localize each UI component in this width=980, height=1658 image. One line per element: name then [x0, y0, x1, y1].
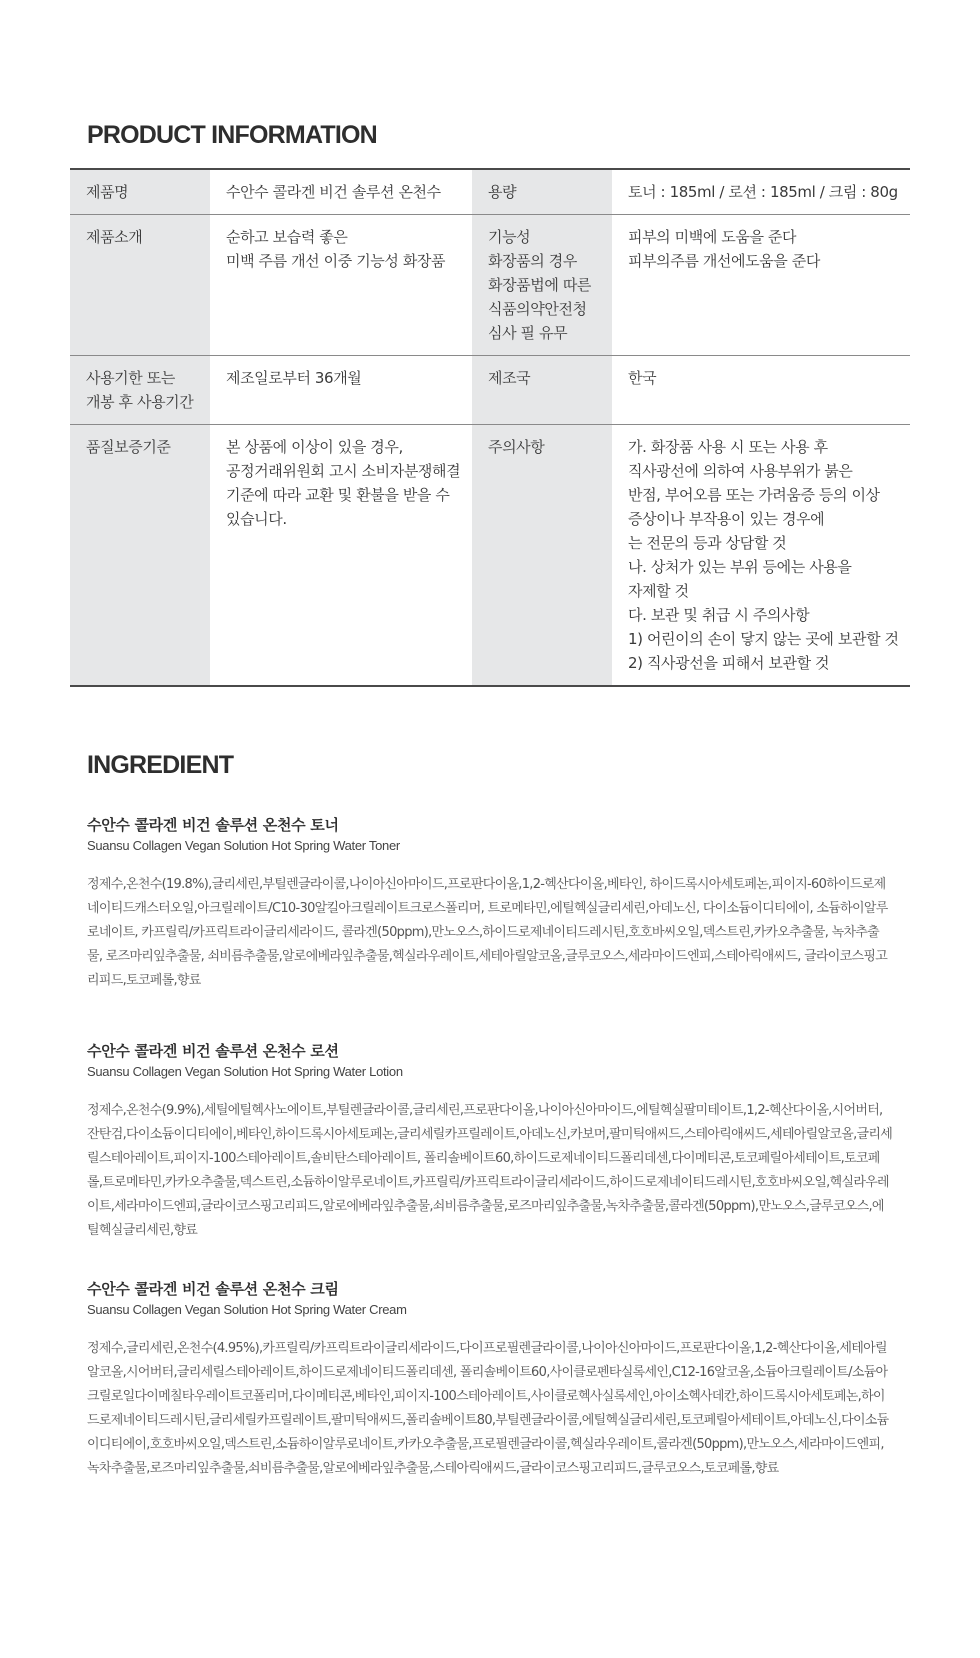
info-label-line: 품질보증기준 — [86, 438, 171, 456]
info-label — [472, 215, 612, 356]
info-value — [210, 169, 472, 215]
info-value-line: 직사광선에 의하여 사용부위가 붉은 — [628, 462, 853, 480]
cream-name-ko: 수안수 콜라겐 비건 솔루션 온천수 크림 — [87, 1280, 339, 1298]
info-value-line: 본 상품에 이상이 있을 경우, — [226, 438, 403, 456]
info-value — [612, 215, 910, 356]
info-label — [472, 425, 612, 687]
product-information-title: PRODUCT INFORMATION — [87, 121, 377, 149]
info-label-line: 주의사항 — [488, 438, 545, 456]
info-label-line: 제조국 — [488, 369, 531, 387]
info-value-line: 나. 상처가 있는 부위 등에는 사용을 — [628, 558, 852, 576]
info-label — [472, 169, 612, 215]
info-value-line: 공정거래위원회 고시 소비자분쟁해결 — [226, 462, 461, 480]
info-value-line: 다. 보관 및 취급 시 주의사항 — [628, 606, 810, 624]
toner-name-en: Suansu Collagen Vegan Solution Hot Spring Water Toner — [87, 838, 400, 853]
cream-ingredient-list: 정제수,글리세린,온천수(4.95%),카프릴릭/카프릭트라이글리세라이드,다이프로필렌글라이콜,나이아신아마이드,프로판다이올,1,2-헥산다이올,세테아릴알코올,시어버터,글리세릴스테아레이트,하이드로제네이티드폴리데센, 폴리솔베이트60,사이클로펜타실록세인,C12-16알코올,소듐아크릴레이트/소듐아크릴로일다이메칠타우레이트코폴리머,다이메티콘,베타인,피이지-100스테아레이트,사이클로헥사실록세인,아이소헥사데칸,하이드록시아세토페논,하이드로제네이티드레시틴,글리세릴카프릴레이트,팔미틱애씨드,폴리솔베이트80,부틸렌글라이콜,에틸헥실글리세린,토코페릴아세테이트,아데노신,다이소듐이디티에이,호호바씨오일,덱스트린,소듐하이알루로네이트,카카오추출물,프로필렌글라이콜,헥실라우레이트,콜라겐(50ppm),만노오스,세라마이드엔피,녹차추출물,로즈마리잎추출물,쇠비름추출물,알로에베라잎추출물,스테아릭애씨드,글라이코스핑고리피드,글루코오스,토코페롤,향료 — [87, 1341, 889, 1476]
toner-ingredient-list: 정제수,온천수(19.8%),글리세린,부틸렌글라이콜,나이아신아마이드,프로판다이올,1,2-헥산다이올,베타인, 하이드록시아세토페논,피이지-60하이드로제네이티드캐스터오일,아크릴레이트/C10-30알킬아크릴레이트크로스폴리머, 트로메타민,에틸헥실글리세린,아데노신, 다이소듐이디티에이, 소듐하이알루로네이트, 카프릴릭/카프릭트라이글리세라이드, 콜라겐(50ppm),만노오스,하이드로제네이티드레시틴,호호바씨오일,덱스트린,카카오추출물, 녹차추출물, 로즈마리잎추출물, 쇠비름추출물,알로에베라잎추출물,헥실라우레이트,세테아릴알코올,글루코오스,세라마이드엔피,스테아릭애씨드, 글라이코스핑고리피드,토코페롤,향료 — [87, 877, 888, 988]
info-label-line: 화장품법에 따른 — [488, 276, 591, 294]
ingredient-title: INGREDIENT — [87, 751, 234, 779]
info-label-line: 기능성 — [488, 228, 531, 246]
cream-ingredients — [87, 1278, 893, 1481]
info-value-line: 1) 어린이의 손이 닿지 않는 곳에 보관할 것 — [628, 630, 899, 648]
info-value — [210, 215, 472, 356]
info-label-line: 개봉 후 사용기간 — [86, 393, 194, 411]
info-label-line: 용량 — [488, 183, 517, 201]
info-label — [70, 215, 210, 356]
info-label-line: 제품명 — [86, 183, 129, 201]
info-value-line: 미백 주름 개선 이중 기능성 화장품 — [226, 252, 446, 270]
info-value-line: 는 전문의 등과 상담할 것 — [628, 534, 787, 552]
info-value-line: 순하고 보습력 좋은 — [226, 228, 348, 246]
info-value-line: 수안수 콜라겐 비건 솔루션 온천수 — [226, 183, 441, 201]
info-label-line: 사용기한 또는 — [86, 369, 175, 387]
info-row — [70, 356, 910, 425]
info-label — [70, 169, 210, 215]
product-information-table — [70, 168, 910, 687]
info-row — [70, 169, 910, 215]
info-value-line: 피부의 미백에 도움을 준다 — [628, 228, 797, 246]
toner-ingredients — [87, 814, 893, 993]
info-label-line: 심사 필 유무 — [488, 324, 568, 342]
lotion-name-en: Suansu Collagen Vegan Solution Hot Spring Water Lotion — [87, 1064, 403, 1079]
info-value-line: 증상이나 부작용이 있는 경우에 — [628, 510, 825, 528]
lotion-name-ko: 수안수 콜라겐 비건 솔루션 온천수 로션 — [87, 1042, 339, 1060]
info-label-line: 제품소개 — [86, 228, 143, 246]
info-value-line: 반점, 부어오름 또는 가려움증 등의 이상 — [628, 486, 880, 504]
info-value-line: 자제할 것 — [628, 582, 689, 600]
toner-name-ko: 수안수 콜라겐 비건 솔루션 온천수 토너 — [87, 816, 339, 834]
info-value — [210, 425, 472, 687]
info-label-line: 식품의약안전청 — [488, 300, 587, 318]
info-value-line: 기준에 따라 교환 및 환불을 받을 수 — [226, 486, 450, 504]
info-label-line: 화장품의 경우 — [488, 252, 577, 270]
cream-name-en: Suansu Collagen Vegan Solution Hot Spring Water Cream — [87, 1302, 407, 1317]
info-value-line: 토너 : 185ml / 로션 : 185ml / 크림 : 80g — [628, 183, 898, 201]
lotion-ingredient-list: 정제수,온천수(9.9%),세틸에틸헥사노에이트,부틸렌글라이콜,글리세린,프로판다이올,나이아신아마이드,에틸헥실팔미테이트,1,2-헥산다이올,시어버터,잔탄검,다이소듐이디티에이,베타인,하이드록시아세토페논,글리세릴카프릴레이트,아데노신,카보머,팔미틱애씨드,스테아릭애씨드,세테아릴알코올,글리세릴스테아레이트,피이지-100스테아레이트,솔비탄스테아레이트, 폴리솔베이트60,하이드로제네이티드폴리데센,다이메티콘,토코페릴아세테이트,토코페롤,트로메타민,카카오추출물,덱스트린,소듐하이알루로네이트,카프릴릭/카프릭트라이글리세라이드,하이드로제네이티드레시틴,호호바씨오일,헥실라우레이트,세라마이드엔피,글라이코스핑고리피드,알로에베라잎추출물,쇠비름추출물,로즈마리잎추출물,녹차추출물,콜라겐(50ppm),만노오스,글루코오스,에틸헥실글리세린,향료 — [87, 1103, 893, 1238]
info-row — [70, 425, 910, 687]
info-label — [70, 356, 210, 425]
info-label — [70, 425, 210, 687]
info-value — [612, 425, 910, 687]
info-label — [472, 356, 612, 425]
info-value-line: 한국 — [628, 369, 657, 387]
info-value — [612, 356, 910, 425]
info-value-line: 있습니다. — [226, 510, 287, 528]
info-value-line: 2) 직사광선을 피해서 보관할 것 — [628, 654, 830, 672]
lotion-ingredients — [87, 1040, 893, 1243]
info-value — [612, 169, 910, 215]
info-value-line: 가. 화장품 사용 시 또는 사용 후 — [628, 438, 828, 456]
info-value — [210, 356, 472, 425]
info-row — [70, 215, 910, 356]
info-value-line: 제조일로부터 36개월 — [226, 369, 362, 387]
info-value-line: 피부의주름 개선에도움을 준다 — [628, 252, 820, 270]
